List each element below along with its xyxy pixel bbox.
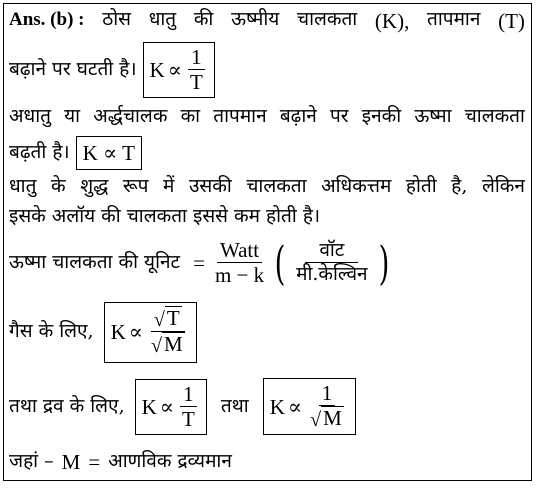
answer-panel [3, 3, 532, 481]
word: (T) [498, 9, 525, 33]
prop-symbol: ∝ [167, 57, 182, 82]
word: रूप [122, 175, 149, 197]
text: ऊष्मा चालकता की यूनिट [9, 251, 181, 274]
fraction-denominator: m − k [214, 263, 265, 288]
fraction-numerator: 1 [319, 381, 336, 406]
formula-lhs: K [110, 320, 126, 345]
word: का [180, 105, 201, 127]
fraction [148, 306, 188, 359]
sqrt-icon: √ [153, 309, 165, 332]
prop-symbol: ∝ [128, 320, 143, 345]
prop-symbol: ∝ [159, 394, 174, 419]
symbol-m: M [61, 450, 81, 474]
word: ऊष्मीय [231, 8, 280, 30]
fraction-numerator: 1 [188, 45, 205, 70]
formula-k-prop-t: K ∝ T [76, 136, 142, 170]
formula-liquid-2 [263, 378, 356, 435]
line-alloy: इसके अलॉय की चालकता इससे कम होती है। [9, 205, 321, 227]
word: होती [405, 175, 437, 197]
line-answer-intro [9, 7, 525, 35]
sqrt-icon: √ [150, 335, 162, 358]
word: तापमान [427, 8, 481, 30]
text: बढ़ाने पर घटती है। [9, 58, 137, 81]
word: अधिकत्तम [321, 175, 392, 197]
line-pure-metal [9, 174, 525, 200]
line-decrease [9, 42, 525, 98]
equals-sign: = [88, 450, 101, 474]
fraction-denominator: T [189, 70, 203, 95]
fraction [187, 45, 206, 95]
fraction-denominator: मी.केल्विन [296, 263, 368, 286]
fraction [307, 381, 347, 432]
word: या [64, 105, 81, 127]
radicand: M [163, 332, 183, 357]
formula-lhs: K [149, 57, 165, 82]
fraction-numerator [151, 306, 185, 332]
text: गैस के लिए, [9, 320, 94, 343]
formula-lhs: K [269, 394, 285, 419]
word: अधातु [9, 105, 51, 127]
word: है, [451, 175, 468, 197]
word: धातु [148, 8, 177, 30]
word: इनकी [361, 105, 402, 127]
word: ठोस [102, 8, 131, 30]
hindi-unit-fraction [293, 240, 371, 286]
formula-liquid-1 [135, 379, 207, 435]
fraction-numerator: Watt [217, 238, 262, 263]
word: के [51, 175, 66, 197]
answer-label: Ans. (b) : [9, 9, 85, 30]
word: पर [330, 105, 349, 127]
radicand: T [166, 306, 180, 330]
word: चालकता [297, 8, 358, 30]
word: की [193, 8, 214, 30]
word: शुद्ध [80, 175, 109, 197]
word: तापमान [213, 105, 267, 127]
line-nonmetal [9, 104, 525, 130]
word: ऊष्मा [414, 105, 452, 127]
word: धातु [9, 175, 37, 197]
text: जहां – [9, 450, 54, 473]
text: तथा [220, 394, 249, 417]
word: (K), [374, 9, 410, 33]
line-gas [9, 302, 525, 363]
equals-sign: = [193, 250, 205, 275]
line-where [9, 448, 525, 476]
fraction-denominator [148, 332, 188, 358]
fraction [179, 382, 198, 432]
prop-symbol: ∝ [287, 394, 303, 419]
text: आणविक द्रव्यमान [108, 450, 232, 473]
word: लेकिन [481, 175, 525, 197]
fraction-numerator: 1 [180, 382, 197, 407]
word: बढ़ाने [279, 105, 317, 127]
formula-lhs: K [141, 394, 157, 419]
word: चालकता [246, 175, 307, 197]
sqrt-icon: √ [310, 409, 322, 432]
line-increase [9, 136, 525, 170]
left-paren: ( [274, 236, 286, 291]
word: में [163, 175, 175, 197]
fraction-denominator [307, 406, 347, 432]
unit-fraction [212, 238, 267, 288]
line-unit [9, 236, 525, 291]
text: बढ़ती है। [9, 141, 70, 164]
word: चालकता [464, 105, 525, 127]
right-paren: ) [378, 236, 389, 291]
formula-gas [104, 302, 197, 363]
word: उसकी [188, 175, 232, 197]
formula-k-prop-inv-t [143, 42, 215, 98]
word: अर्द्धचालक [93, 105, 168, 127]
text: तथा द्रव के लिए, [9, 394, 125, 417]
radicand: M [323, 406, 342, 431]
fraction-denominator: T [182, 406, 195, 431]
line-liquid [9, 378, 525, 435]
fraction-numerator: वॉट [305, 240, 358, 263]
